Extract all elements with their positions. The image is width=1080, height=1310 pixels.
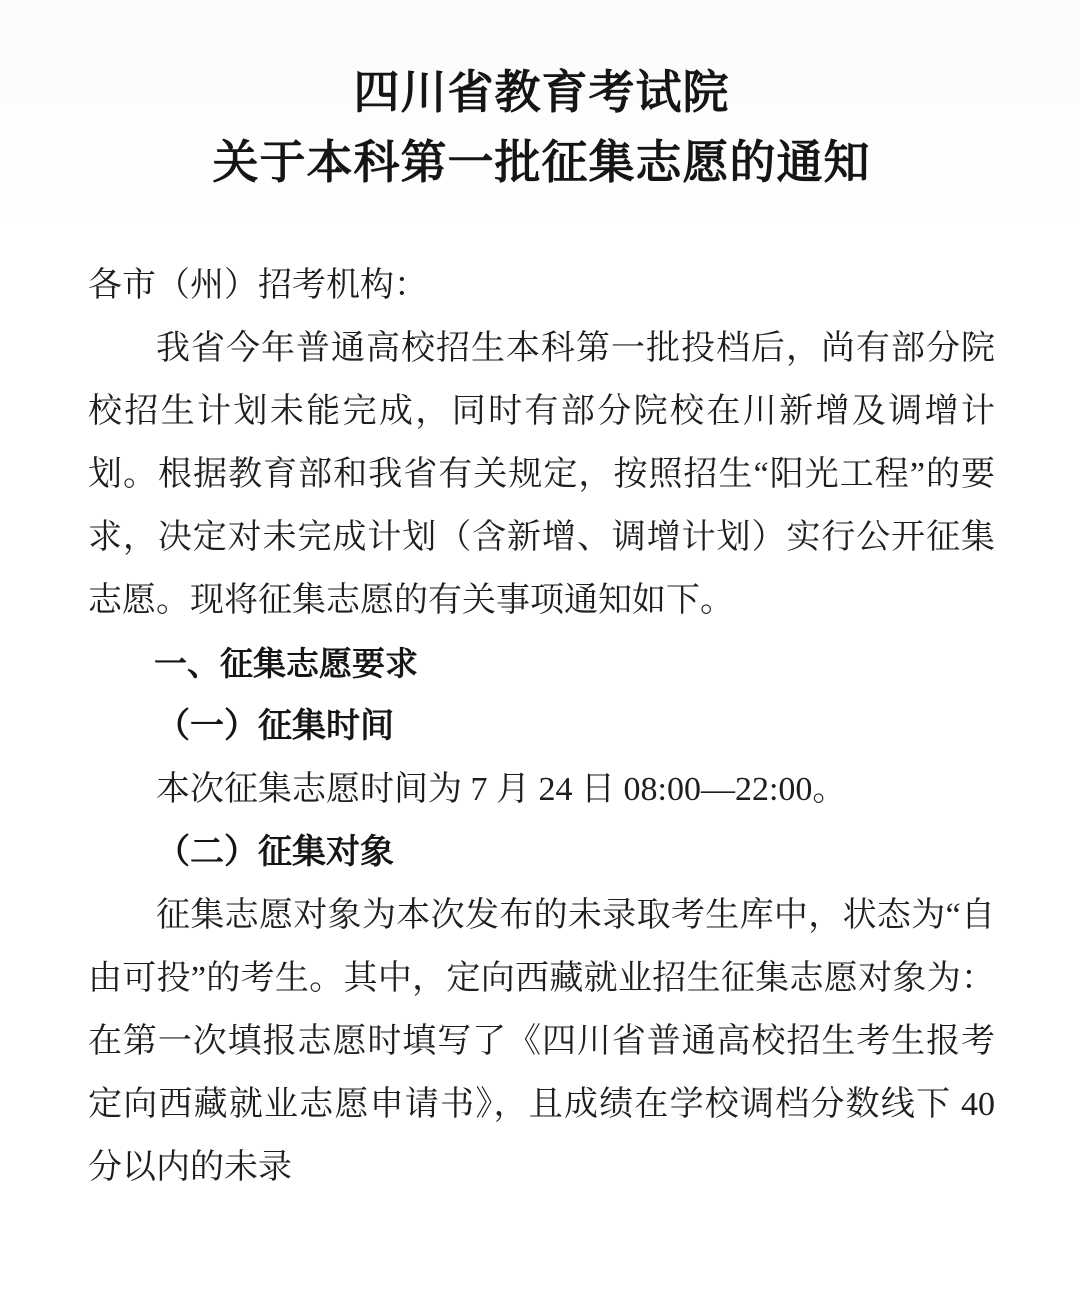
section-1-subsection-2-heading: （二）征集对象 [156,834,394,871]
section-1-subsection-1-body: 本次征集志愿时间为 7 月 24 日 08:00—22:00。 [156,771,847,808]
title-line-2: 关于本科第一批征集志愿的通知 [212,137,871,188]
title-line-1: 四川省教育考试院 [353,67,730,118]
section-1-subsection-2-body: 征集志愿对象为本次发布的未录取考生库中，状态为“自由可投”的考生。其中，定向西藏就业招生征集志愿对象为：在第一次填报志愿时填写了《四川省普通高校招生考生报考定向西藏就业志愿申请书》，且成绩在学校调档分数线下 40 分以内的未录 [88,897,995,1186]
section-1-heading: 一、征集志愿要求 [154,645,418,682]
section-1-subsection-1-heading: （一）征集时间 [156,708,394,745]
salutation: 各市（州）招考机构： [88,267,428,304]
document-title [88,58,995,198]
intro-paragraph: 我省今年普通高校招生本科第一批投档后，尚有部分院校招生计划未能完成，同时有部分院校在川新增及调增计划。根据教育部和我省有关规定，按照招生“阳光工程”的要求，决定对未完成计划（含新增、调增计划）实行公开征集志愿。现将征集志愿的有关事项通知如下。 [88,330,995,619]
document-body [88,254,995,1199]
